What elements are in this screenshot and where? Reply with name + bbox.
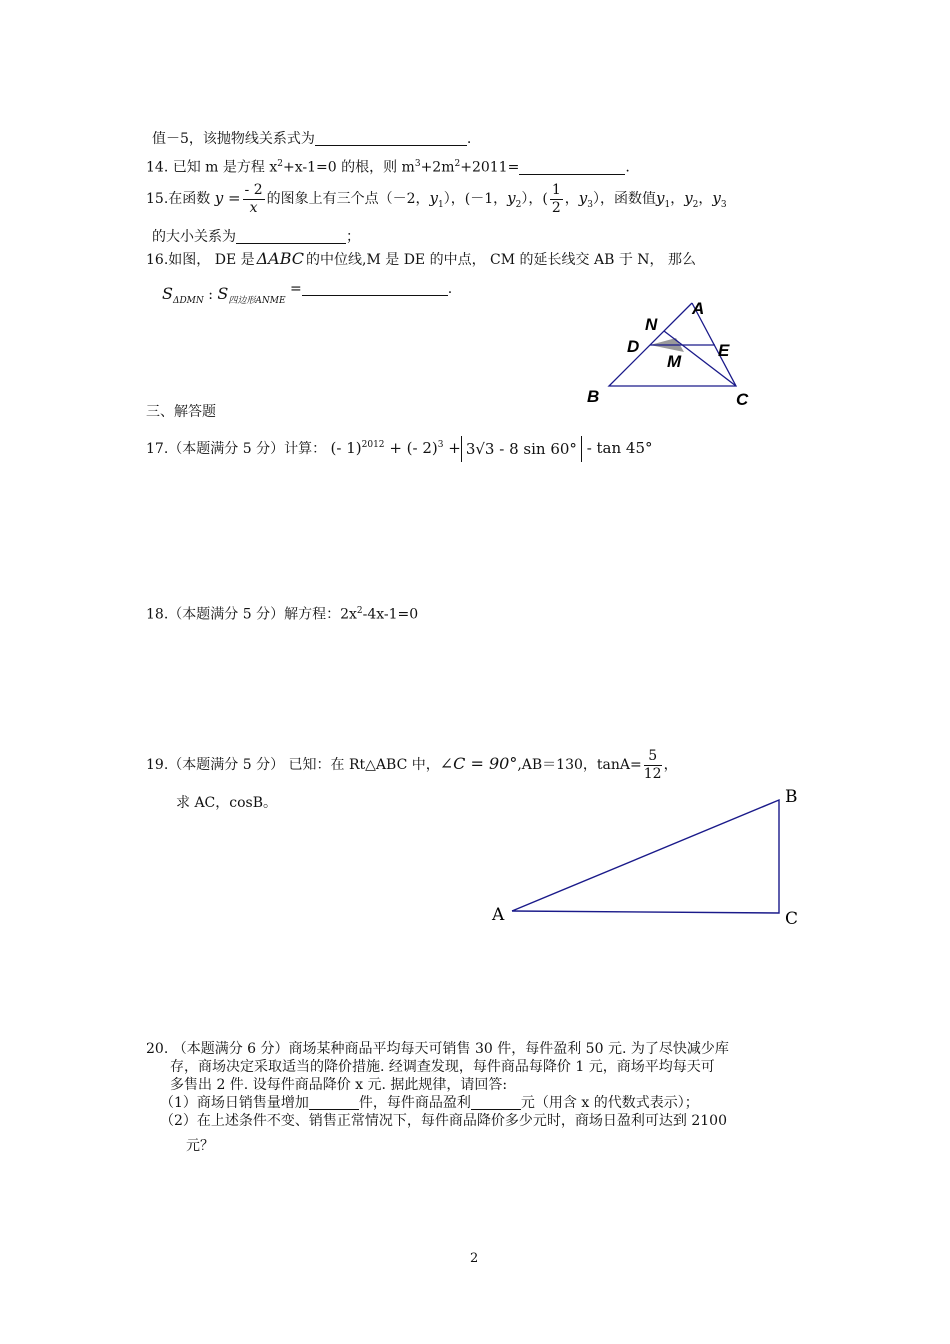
q15-text-a: 的图象上有三个点（－2， [266,191,430,207]
q17-term4: - tan 45° [586,439,653,457]
question-20-part2-end: 元？ [186,1138,214,1154]
q16-area-s: S [162,284,173,303]
q15-y-equals: y = [214,189,241,207]
question-20-part2: （2）在上述条件不变、销售正常情况下，每件商品降价多少元时，商场日盈利可达到 2100 [160,1113,727,1129]
label-a: A [492,905,505,925]
triangle-abc [512,800,779,913]
q19-frac-num: 5 [644,748,662,766]
q19-right-triangle-figure [485,782,805,927]
q16-lead: 16.如图， DE 是 [146,252,255,268]
question-20-line1: 20. （本题满分 6 分）商场某种商品平均每天可销售 30 件，每件盈利 50 元. 为了尽快减少库 [146,1041,729,1057]
q14-lead: 14. 已知 m 是方程 x [146,159,278,176]
label-d: D [627,337,640,356]
q14-answer-blank[interactable] [519,160,625,175]
q15-half-fraction [550,182,563,217]
q17-expression [331,439,653,457]
page-number: 2 [470,1251,479,1266]
q13-answer-blank[interactable] [315,131,467,146]
q16-area-sub-anme: 四边形ANME [228,295,286,306]
q15-y: y [684,189,693,207]
q20-p1b: 件，每件商品盈利 [358,1095,471,1111]
question-18 [146,602,418,624]
question-19 [146,744,678,785]
question-20-line3: 多售出 2 件. 设每件商品降价 x 元. 据此规律，请回答: [170,1077,508,1093]
q15-text-c: ），( [521,191,548,207]
q15-sub: 2 [692,199,699,210]
q14-mid1: +x-1=0 的根，则 m [282,159,415,176]
label-b: B [785,787,798,807]
q17-term2: + (- 2) [389,439,438,457]
q17-exp1: 2012 [361,440,385,450]
q16-answer-blank[interactable] [302,281,448,296]
question-16 [146,250,696,269]
question-20-part1 [160,1094,699,1112]
q16-text: 的中位线,M 是 DE 的中点， CM 的延长线交 AB 于 N， 那么 [306,252,696,268]
q20-p1c: 元（用含 x 的代数式表示）； [520,1095,699,1111]
question-17 [146,430,653,464]
q15-y: y [578,189,588,207]
q16-period: . [447,281,453,297]
section-heading: 三、解答题 [146,404,216,420]
q15-answer-blank[interactable] [236,229,346,244]
q15-lead: 15.在函数 [146,191,211,207]
q14-period: . [625,159,630,176]
q15-frac-num: - 2 [244,181,263,198]
q16-colon: : [203,287,218,303]
q15-y: y [655,189,665,207]
q13-period: . [466,131,472,147]
question-20-line2: 存，商场决定采取适当的降价措施. 经调查发现，每件商品每降价 1 元，商场平均每天可 [170,1059,715,1075]
q15-line2-text: 的大小关系为 [152,229,236,245]
label-n: N [645,315,658,334]
q14-sup: 2 [454,159,461,169]
q15-semicolon: ； [346,229,360,245]
q19-tan-fraction [644,748,662,783]
q15-sub: 3 [720,199,727,210]
q19-comma: ， [663,757,678,773]
q19-angle-c: ∠C = 90° [439,754,518,773]
q18-rest: -4x-1=0 [362,606,419,623]
label-c: C [785,909,799,927]
label-e: E [718,341,730,360]
q15-sub: 3 [587,199,593,210]
label-b: B [587,387,600,406]
q13-text: 值－5，该抛物线关系式为 [152,131,315,147]
q16-area-s: S [217,284,229,303]
q14-mid3: +2011= [460,159,520,176]
q13-continuation [152,130,471,148]
label-a: A [692,299,705,318]
q15-frac-den: x [249,199,258,216]
q15-y: y [712,189,721,207]
q17-term1: (- 1) [330,439,362,457]
q15-sub: 2 [515,199,522,210]
q14-mid2: +2m [420,159,455,176]
q17-lead: 17.（本题满分 5 分）计算： [146,441,327,457]
question-14 [146,155,630,177]
q15-sub: 1 [664,199,671,210]
q15-y: y [429,189,439,207]
q17-plus: + [448,439,461,457]
q15-sub: 1 [438,199,444,210]
q16-area-sub-dmn: ΔDMN [172,295,204,306]
q18-sup: 2 [356,606,363,616]
q19-lead: 19.（本题满分 5 分） 已知：在 Rt△ABC 中， [146,757,440,773]
q15-text-e: ），函数值 [592,191,656,207]
q15-half-den: 2 [551,199,561,216]
q16-triangle-abc: ΔABC [256,249,305,268]
question-15 [146,178,727,225]
q14-sup: 3 [414,159,421,169]
q17-absolute-value: 3√3 - 8 sin 60° [461,436,582,462]
question-16-line2 [162,281,453,310]
q15-comma: ， [670,191,685,207]
q18-text: 18.（本题满分 5 分）解方程：2x [146,606,357,623]
q20-p1a: （1）商场日销售量增加 [160,1095,309,1111]
q15-y: y [507,189,516,207]
q19-frac-den: 12 [643,765,662,782]
question-19-line2: 求 AC，cosB。 [176,795,278,811]
label-c: C [736,390,749,409]
q15-text-b: ），(－1， [443,191,508,207]
question-15-line2 [152,228,360,246]
q15-function-fraction [243,182,265,217]
q15-half-num: 1 [551,181,561,198]
label-m: M [667,352,682,371]
q15-text-d: ， [564,191,579,207]
q20-blank-2[interactable] [471,1095,521,1110]
q15-comma: ， [698,191,713,207]
q14-sup: 2 [277,159,283,169]
q17-exp2: 3 [437,440,444,450]
q16-triangle-figure [580,290,760,415]
q19-mid: ,AB＝130，tanA= [517,757,642,773]
q20-blank-1[interactable] [309,1095,359,1110]
q16-equals: = [290,281,302,297]
